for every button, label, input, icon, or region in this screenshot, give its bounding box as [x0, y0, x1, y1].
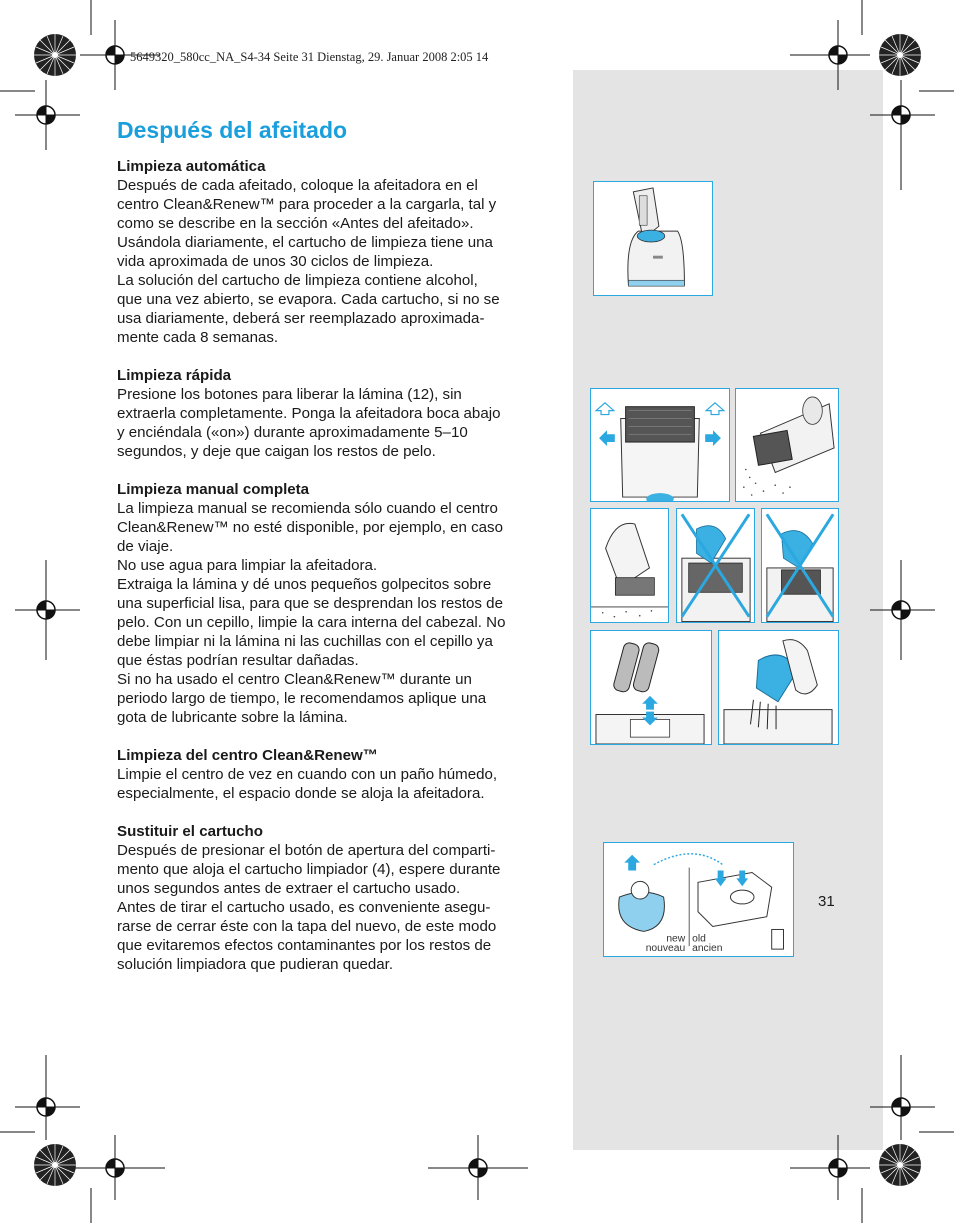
- figure-brush-shaver-head: [718, 630, 839, 745]
- page-number: 31: [818, 893, 835, 910]
- no-brush-foil-illustration: [677, 509, 754, 622]
- label-ancien: ancien: [692, 943, 723, 955]
- label-nouveau: nouveau: [645, 943, 686, 955]
- section-body: Limpie el centro de vez en cuando con un paño húmedo, especialmente, el espacio donde se aloja la afeitadora.: [117, 766, 498, 802]
- main-text-column: [117, 157, 547, 993]
- figure-foil-release: [590, 388, 730, 502]
- figure-shaver-upside-down: [735, 388, 839, 502]
- section-heading: Limpieza manual completa: [117, 481, 310, 498]
- section-body: La limpieza manual se recomienda sólo cuando el centro Clean&Renew™ no esté disponible, por ejemplo, en caso de viaje. No use agua para limpiar la afeitadora. Extraiga la lámina y dé unos pequeños golpecitos sobre una superficial lisa, para que se desprendan los restos de pelo. Con un cepillo, limpie la cara interna del cabezal. No debe limpiar ni la lámina ni las cuchillas con el cepillo ya que éstas podrían resultar dañadas. Si no ha usado el centro Clean&Renew™ durante un periodo largo de tiempo, le recomendamos aplique una gota de lubricante sobre la lámina.: [117, 500, 506, 726]
- figure-do-not-brush-cutter: [761, 508, 839, 623]
- shaver-station-illustration: [594, 182, 712, 295]
- tap-foil-illustration: [591, 509, 668, 622]
- section-heading: Limpieza rápida: [117, 367, 232, 384]
- section-heading: Limpieza automática: [117, 158, 266, 175]
- figure-tap-foil: [590, 508, 669, 623]
- brush-shaver-head-illustration: [719, 631, 838, 744]
- figure-do-not-brush-foil: [676, 508, 755, 623]
- section-automatic-cleaning: [117, 157, 547, 347]
- section-body: Presione los botones para liberar la lámina (12), sin extraerla completamente. Ponga la afeitadora boca abajo y enciéndala («on») durante aproximadamente 5–10 segundos, y deje que caigan los restos de pelo.: [117, 386, 501, 460]
- label-old: old: [692, 933, 706, 945]
- figure-remove-cutters: [590, 630, 712, 745]
- figure-cartridge-replacement: [603, 842, 794, 957]
- section-station-cleaning: [117, 746, 547, 803]
- section-body: Después de presionar el botón de apertura del comparti- mento que aloja el cartucho limpiador (4), espere durante unos segundos antes de extraer el cartucho usado. Antes de tirar el cartucho usado, es conveniente asegu- rarse de cerrar éste con la tapa del nuevo, de este modo que evitaremos efectos contaminantes por los restos de solución limpiadora que pudieran quedar.: [117, 842, 501, 973]
- page-title: Después del afeitado: [117, 117, 348, 143]
- cartridge-replacement-illustration: [604, 843, 793, 956]
- section-replace-cartridge: [117, 822, 547, 974]
- figure-shaver-in-station: [593, 181, 713, 296]
- section-quick-cleaning: [117, 366, 547, 461]
- print-slug-line: 5649320_580cc_NA_S4-34 Seite 31 Dienstag, 29. Januar 2008 2:05 14: [130, 50, 489, 64]
- section-heading: Limpieza del centro Clean&Renew™: [117, 747, 378, 764]
- remove-cutters-illustration: [591, 631, 711, 744]
- section-manual-cleaning: [117, 480, 547, 727]
- no-brush-cutter-illustration: [762, 509, 838, 622]
- section-body: Después de cada afeitado, coloque la afeitadora en el centro Clean&Renew™ para proceder a la cargarla, tal y como se describe en la sección «Antes del afeitado». Usándola diariamente, el cartucho de limpieza tiene una vida aproximada de unos 30 ciclos de limpieza. La solución del cartucho de limpieza contiene alcohol, que una vez abierto, se evapora. Cada cartucho, si no se usa diariamente, deberá ser reemplazado aproximada- mente cada 8 semanas.: [117, 177, 500, 346]
- section-heading: Sustituir el cartucho: [117, 823, 263, 840]
- shaver-upside-down-illustration: [736, 389, 838, 501]
- label-new: new: [666, 933, 686, 945]
- foil-release-illustration: [591, 389, 729, 501]
